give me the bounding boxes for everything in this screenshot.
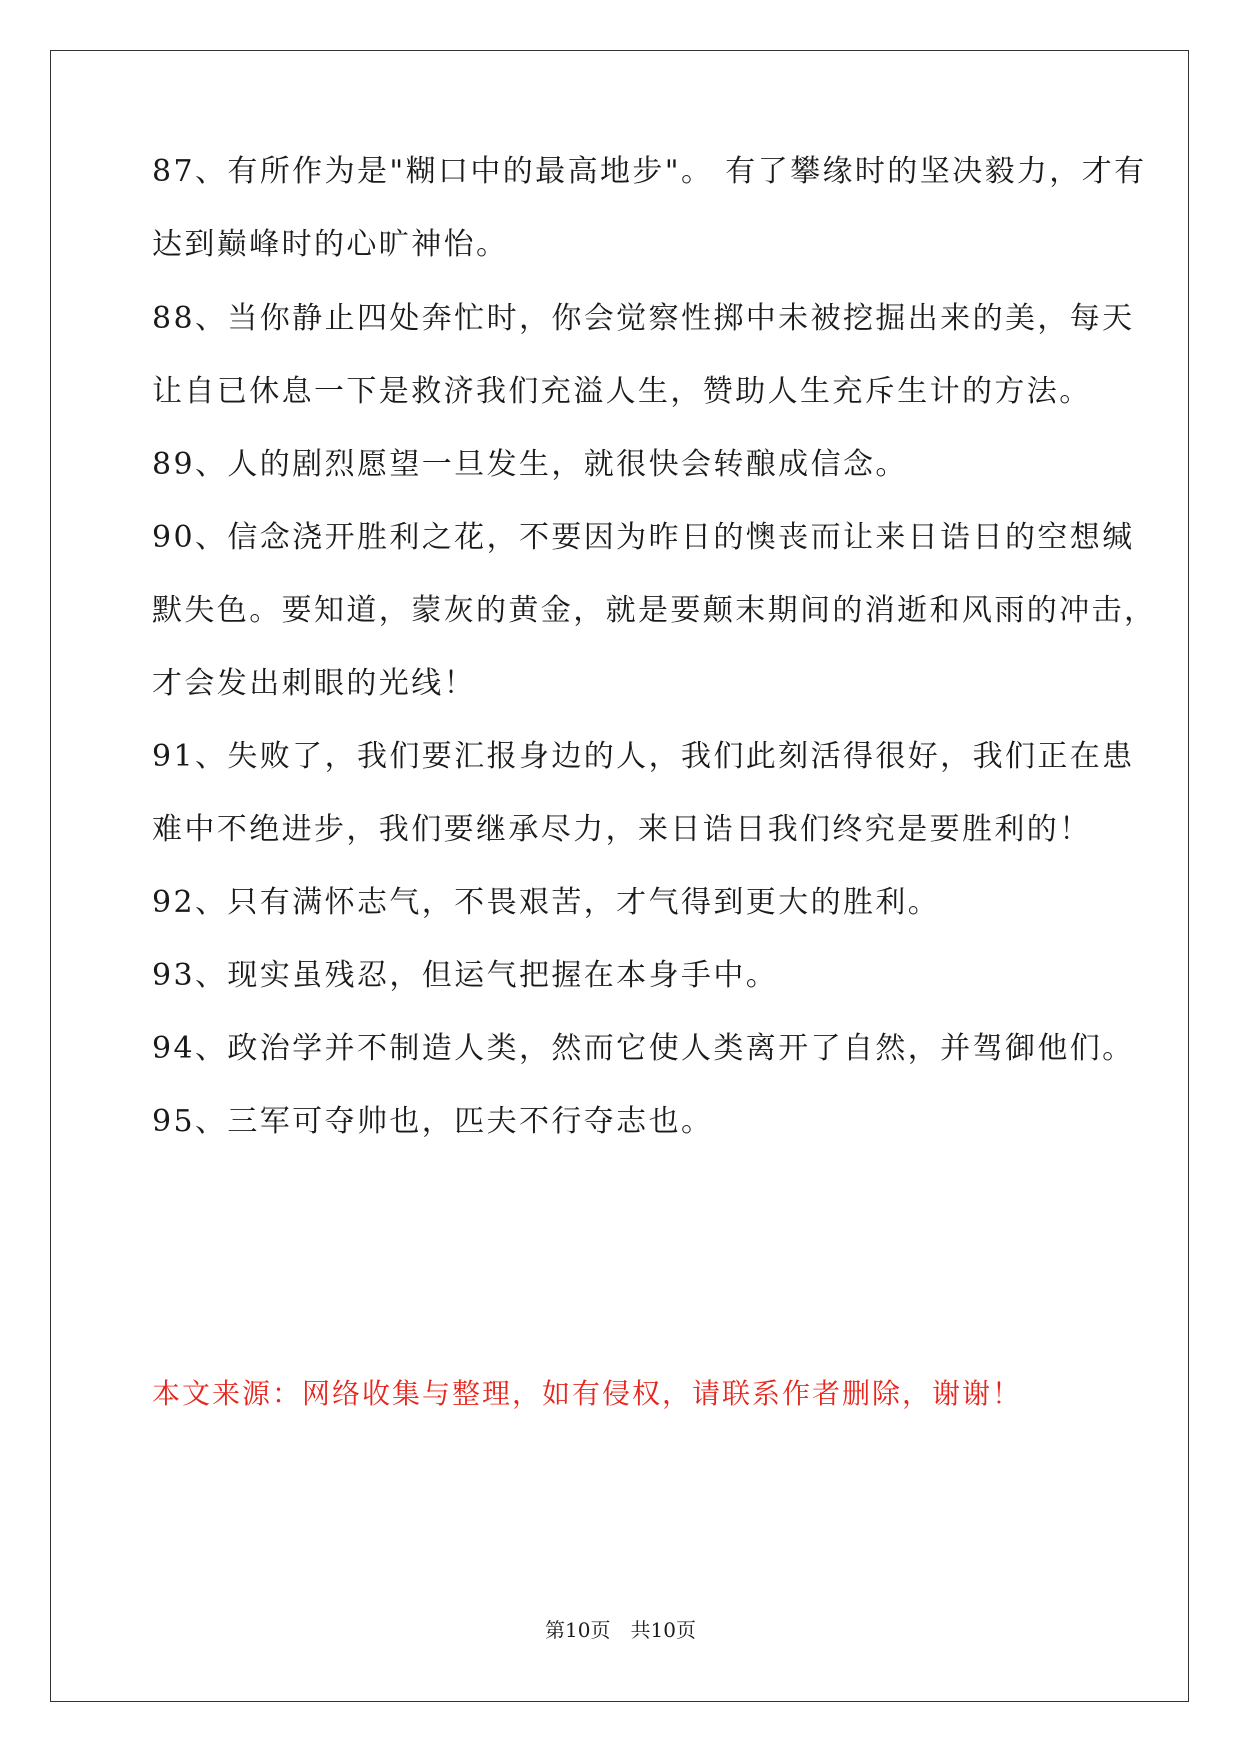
text-line: 88、当你静止四处奔忙时，你会觉察性掷中未被挖掘出来的美，每天: [152, 301, 1135, 336]
text-line: 默失色。要知道，蒙灰的黄金，就是要颠末期间的消逝和风雨的冲击，: [152, 593, 1157, 628]
text-line: 94、政治学并不制造人类，然而它使人类离开了自然，并驾御他们。: [152, 1031, 1135, 1066]
page-number-footer: 第10页 共10页: [545, 1618, 696, 1642]
text-line: 让自已休息一下是救济我们充溢人生，赞助人生充斥生计的方法。: [152, 374, 1092, 409]
text-line: 才会发出刺眼的光线！: [152, 666, 476, 701]
text-line: 89、人的剧烈愿望一旦发生，就很快会转酿成信念。: [152, 447, 908, 482]
page-frame: [50, 50, 1189, 1702]
text-line: 92、只有满怀志气，不畏艰苦，才气得到更大的胜利。: [152, 885, 941, 920]
text-line: 91、失败了，我们要汇报身边的人，我们此刻活得很好，我们正在患: [152, 739, 1135, 774]
source-disclaimer: 本文来源：网络收集与整理，如有侵权，请联系作者删除，谢谢！: [152, 1377, 1023, 1410]
text-line: 达到巅峰时的心旷神怡。: [152, 227, 509, 262]
text-line: 93、现实虽残忍，但运气把握在本身手中。: [152, 958, 779, 993]
text-line: 87、有所作为是"糊口中的最高地步"。 有了攀缘时的坚决毅力，才有: [152, 154, 1147, 189]
text-line: 90、信念浇开胜利之花，不要因为昨日的懊丧而让来日诰日的空想缄: [152, 520, 1135, 555]
text-line: 难中不绝进步，我们要继承尽力，来日诰日我们终究是要胜利的！: [152, 812, 1092, 847]
text-line: 95、三军可夺帅也，匹夫不行夺志也。: [152, 1104, 714, 1139]
